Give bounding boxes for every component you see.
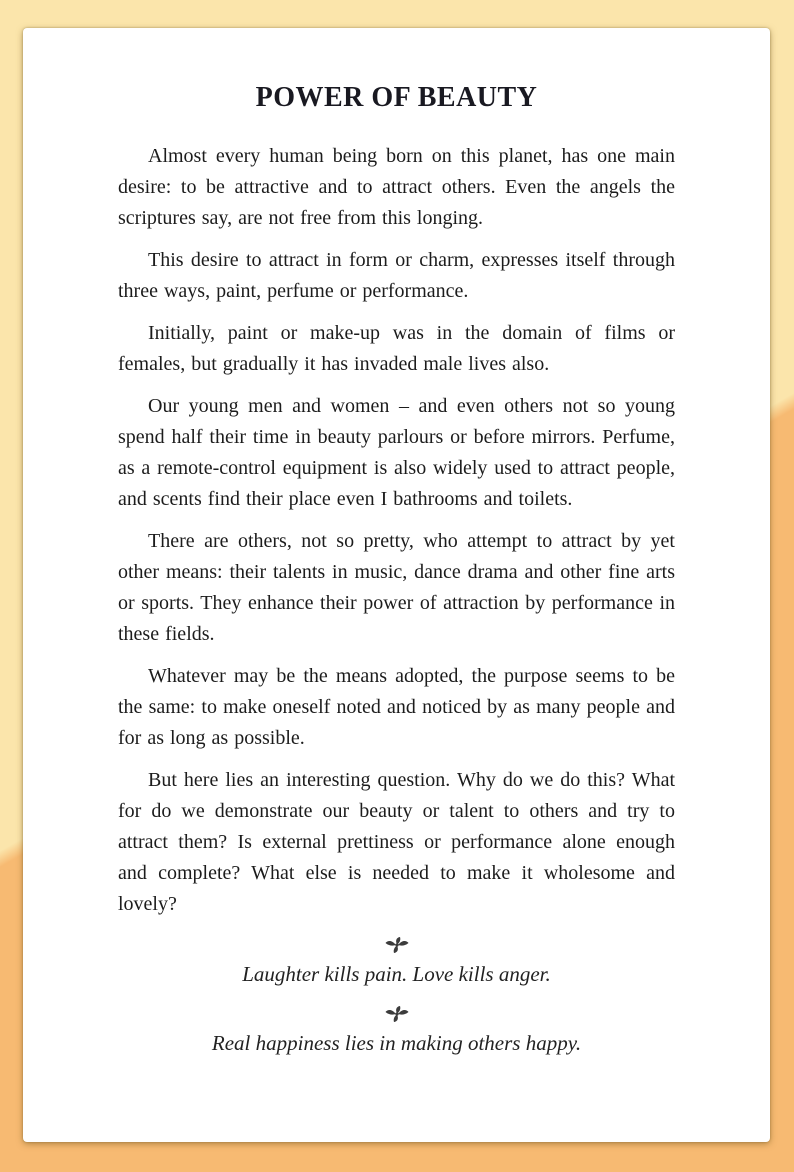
quote-line: Laughter kills pain. Love kills anger. <box>242 962 551 986</box>
page-content <box>118 28 675 1056</box>
book-page <box>23 28 770 1142</box>
fleuron-ornament-icon <box>118 1003 675 1025</box>
fleuron-ornament-icon <box>118 934 675 956</box>
body-paragraph: Almost every human being born on this planet, has one main desire: to be attractive and to attract others. Even the angels the scriptures say, are not free from this longing. <box>118 145 675 229</box>
body-paragraph: Initially, paint or make-up was in the domain of films or females, but gradually it has invaded male lives also. <box>118 322 675 375</box>
chapter-title: POWER OF BEAUTY <box>255 82 538 113</box>
body-paragraph: Our young men and women – and even others not so young spend half their time in beauty parlours or before mirrors. Perfume, as a remote-control equipment is also widely used to attract people, and scents find their place even I bathrooms and toilets. <box>118 395 675 510</box>
body-paragraph: There are others, not so pretty, who attempt to attract by yet other means: their talents in music, dance drama and other fine arts or sports. They enhance their power of attraction by performance in these fields. <box>118 530 675 645</box>
quote-line: Real happiness lies in making others happy. <box>211 1031 582 1055</box>
body-paragraph: This desire to attract in form or charm, expresses itself through three ways, paint, perfume or performance. <box>118 249 675 302</box>
quotes-section <box>118 934 675 1056</box>
body-paragraph: Whatever may be the means adopted, the purpose seems to be the same: to make oneself noted and noticed by as many people and for as long as possible. <box>118 665 675 749</box>
body-paragraph: But here lies an interesting question. Why do we do this? What for do we demonstrate our beauty or talent to others and try to attract them? Is external prettiness or performance alone enough and complete? What else is needed to make it wholesome and lovely? <box>118 769 675 915</box>
